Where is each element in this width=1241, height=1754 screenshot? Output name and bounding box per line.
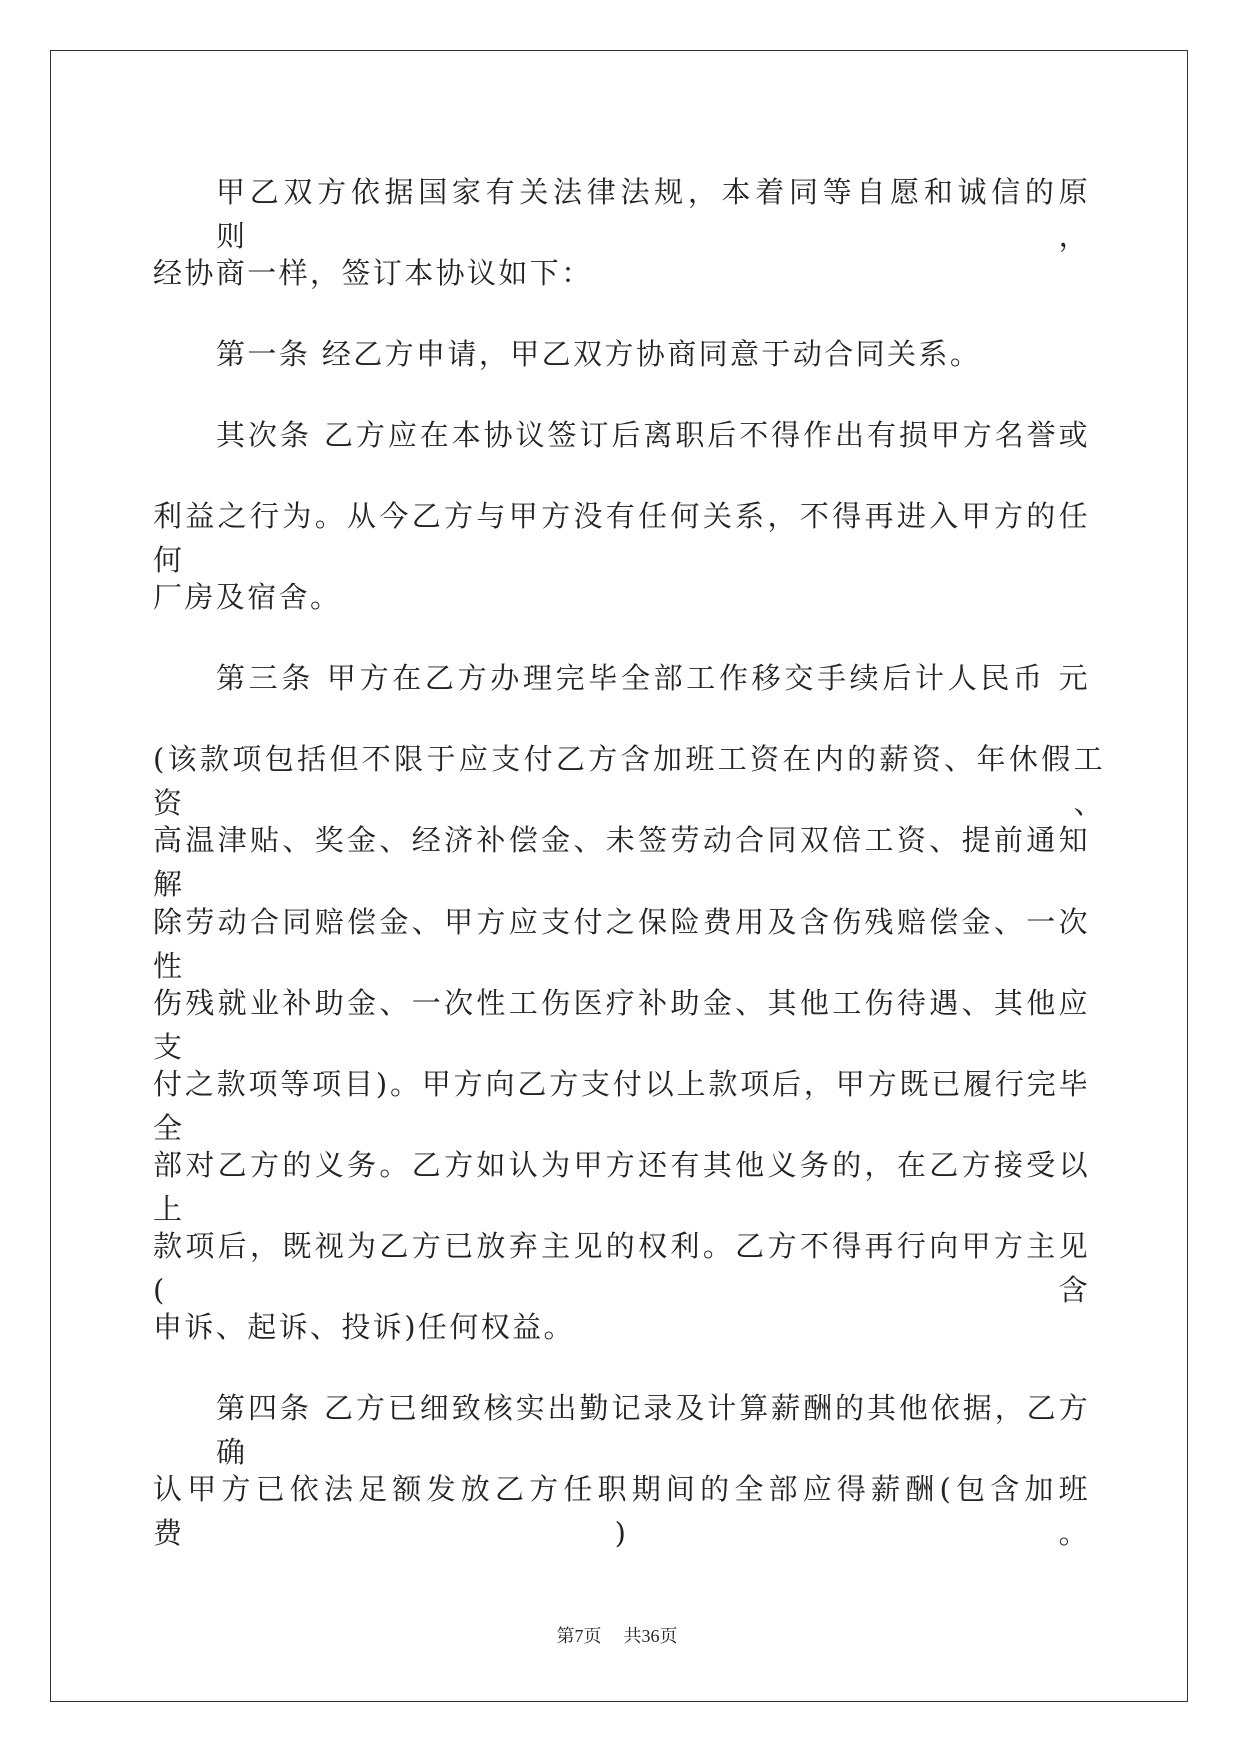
paragraph-line: 经协商一样，签订本协议如下： (153, 256, 593, 290)
paragraph-line: 甲乙双方依据国家有关法律法规，本着同等自愿和诚信的原则， (216, 175, 1090, 253)
paragraph-line: 高温津贴、奖金、经济补偿金、未签劳动合同双倍工资、提前通知解 (153, 823, 1090, 901)
total-page-count: 共36页 (623, 1626, 678, 1646)
paragraph-line: 第四条 乙方已细致核实出勤记录及计算薪酬的其他依据，乙方确 (216, 1391, 1090, 1469)
paragraph-line: 款项后，既视为乙方已放弃主见的权利。乙方不得再行向甲方主见(含 (153, 1229, 1090, 1307)
paragraph-line: 利益之行为。从今乙方与甲方没有任何关系，不得再进入甲方的任何 (153, 499, 1090, 577)
paragraph-line: 除劳动合同赔偿金、甲方应支付之保险费用及含伤残赔偿金、一次性 (153, 905, 1090, 983)
paragraph-line: 申诉、起诉、投诉)任何权益。 (153, 1310, 575, 1344)
paragraph-line: 第一条 经乙方申请，甲乙双方协商同意于动合同关系。 (216, 337, 982, 371)
current-page-number: 第7页 (556, 1626, 602, 1646)
page-footer (0, 1624, 1234, 1648)
paragraph-line: (该款项包括但不限于应支付乙方含加班工资在内的薪资、年休假工资、 (153, 742, 1105, 820)
paragraph-line: 伤残就业补助金、一次性工伤医疗补助金、其他工伤待遇、其他应支 (153, 986, 1090, 1064)
paragraph-line: 第三条 甲方在乙方办理完毕全部工作移交手续后计人民币 元 (216, 661, 1090, 695)
paragraph-line: 付之款项等项目)。甲方向乙方支付以上款项后，甲方既已履行完毕全 (153, 1067, 1090, 1145)
paragraph-line: 其次条 乙方应在本协议签订后离职后不得作出有损甲方名誉或 (216, 418, 1090, 452)
paragraph-line: 认甲方已依法足额发放乙方任职期间的全部应得薪酬(包含加班费)。 (153, 1472, 1090, 1550)
paragraph-line: 部对乙方的义务。乙方如认为甲方还有其他义务的，在乙方接受以上 (153, 1148, 1090, 1226)
paragraph-line: 厂房及宿舍。 (153, 580, 342, 614)
